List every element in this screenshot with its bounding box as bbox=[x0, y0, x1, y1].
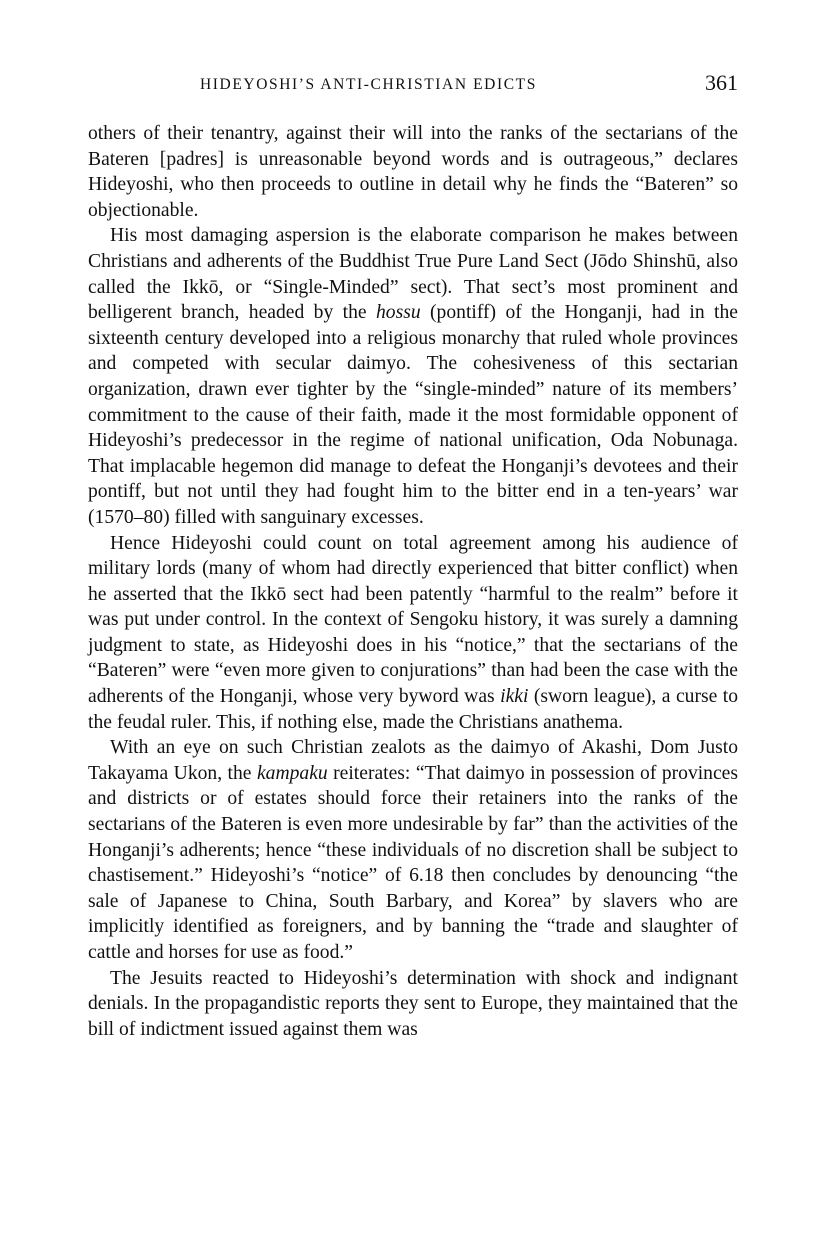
paragraph-text: The Jesuits reacted to Hideyoshi’s determination with shock and indignant denials. In the propagandistic reports they sent to Europe, they maintained that the bill of indictment issued against them was bbox=[88, 967, 738, 1040]
paragraph-text: His most damaging aspersion is the elaborate comparison he makes between Christians and adherents of the Buddhist True Pure Land Sect (Jōdo Shinshū, also called the Ikkō, or “Single-Minded” sect). That sect’s most prominent and belligerent branch, headed by the bbox=[88, 225, 738, 324]
paragraph-text: (sworn league), a curse to the feudal ruler. This, if nothing else, made the Christians anathema. bbox=[88, 686, 738, 733]
paragraph-text: Hence Hideyoshi could count on total agreement among his audience of military lords (many of whom had directly experienced that bitter conflict) when he asserted that the Ikkō sect had been patently “harmful to the realm” before it was put under control. In the context of Sengoku history, it was surely a damning judgment to state, as Hideyoshi does in his “notice,” that the sectarians of the “Bateren” were “even more given to conjurations” than had been the case with the adherents of the Honganji, whose very byword was bbox=[88, 532, 738, 708]
italic-term-kampaku: kampaku bbox=[256, 762, 328, 784]
page-number: 361 bbox=[705, 70, 738, 95]
body-text bbox=[88, 121, 738, 1042]
paragraph-text: reiterates: “That daimyo in possession of provinces and districts or of estates should force their retainers into the ranks of the sectarians of the Bateren is even more undesirable by far” than the activities of the Honganji’s adherents; hence “these individuals of no discretion shall be subject to chastisement.” Hideyoshi’s “notice” of 6.18 then concludes by denouncing “the sale of Japanese to China, South Barbary, and Korea” by slavers who are implicitly identified as foreigners, and by banning the “trade and slaughter of cattle and horses for use as food.” bbox=[88, 762, 739, 963]
paragraph-text: (pontiff) of the Honganji, had in the sixteenth century developed into a religious monarchy that ruled whole provinces and competed with secular daimyo. The cohesiveness of this sectarian organization, drawn ever tighter by the “single-minded” nature of its members’ commitment to the cause of their faith, made it the most formidable opponent of Hideyoshi’s predecessor in the regime of national unification, Oda Nobunaga. That implacable hegemon did manage to defeat the Honganji’s devotees and their pontiff, but not until they had fought him to the bitter end in a ten-years’ war (1570–80) filled with sanguinary excesses. bbox=[88, 302, 738, 528]
paragraph-military-lords bbox=[88, 531, 738, 736]
italic-term-ikki: ikki bbox=[500, 686, 529, 708]
paragraph-jodo-shinshu-comparison bbox=[88, 223, 738, 530]
running-head bbox=[88, 70, 738, 100]
paragraph-text: others of their tenantry, against their will into the ranks of the sectarians of the Bateren [padres] is unreasonable beyond words and is outrageous,” declares Hideyoshi, who then proceeds to outline in detail why he finds the “Bateren” so objectionable. bbox=[88, 123, 738, 221]
paragraph-text: With an eye on such Christian zealots as the daimyo of Akashi, Dom Justo Takayama Ukon, the bbox=[88, 737, 738, 784]
paragraph-continued bbox=[88, 121, 738, 223]
paragraph-kampaku-reiterates bbox=[88, 735, 738, 965]
italic-term-hossu: hossu bbox=[375, 302, 421, 324]
running-head-title: HIDEYOSHI’S ANTI-CHRISTIAN EDICTS bbox=[200, 76, 537, 93]
paragraph-jesuit-reaction bbox=[88, 966, 738, 1043]
